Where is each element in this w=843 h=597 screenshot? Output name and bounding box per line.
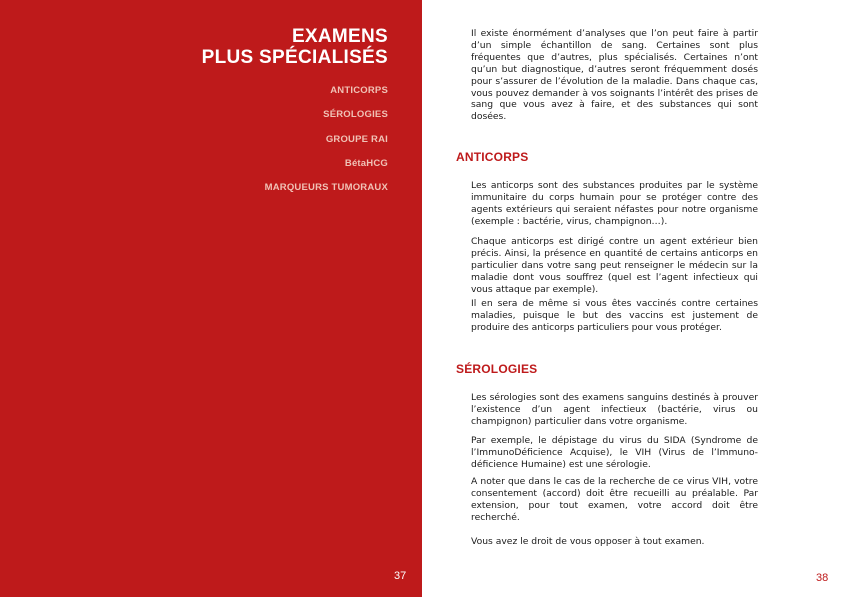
serologies-paragraph-1: Les sérologies sont des examens sanguins destinés à prouver l’existence d’un agent infectieux (bactérie, virus ou champignon) particulier dans votre organisme. [471, 392, 758, 427]
page-number-right: 38 [816, 572, 829, 584]
intro-paragraph: Il existe énormément d’analyses que l’on peut faire à partir d’un simple échantillon de sang. Certaines sont plus fréquentes que d’autres, plus spécialisés. Certaines n’ont qu’un but diagnostique, d’autres seront fréquemment dosés pour s’assurer de l’évolution de la maladie. Dans chaque cas, vous pouvez demander à vos soignants l’intérêt des prises de sang que vous avez à faire, et des substances qui sont dosées. [471, 28, 758, 123]
anticorps-paragraph-3: Il en sera de même si vous êtes vaccinés contre certaines maladies, puisque le but des vaccins est justement de produire des anticorps particuliers pour vous protéger. [471, 298, 758, 333]
toc-item-groupe-rai: GROUPE RAI [325, 133, 388, 145]
toc-item-betahcg: BétaHCG [344, 157, 388, 169]
toc-item-serologies: SÉROLOGIES [323, 109, 388, 121]
serologies-paragraph-3: A noter que dans le cas de la recherche de ce virus VIH, votre consentement (accord) doit être recueilli au préalable. Par extension, pour tout examen, votre accord doit être recherché. [471, 476, 758, 523]
title-line-1: EXAMENS [291, 26, 388, 47]
title-line-2: PLUS SPÉCIALISÉS [201, 47, 388, 68]
section-heading-serologies: SÉROLOGIES [456, 362, 538, 376]
page-number-left: 37 [394, 570, 407, 582]
toc-item-anticorps: ANTICORPS [330, 85, 388, 96]
page-title [202, 26, 388, 68]
anticorps-paragraph-1: Les anticorps sont des substances produites par le système immunitaire du corps humain pour se protéger contre des agents extérieurs qui seraient néfastes pour notre organisme (exemple : bactérie, virus, champignon…). [471, 180, 758, 227]
table-of-contents [265, 84, 388, 205]
serologies-paragraph-2: Par exemple, le dépistage du virus du SIDA (Syndrome de l’ImmunoDéficience Acquise), le VIH (Virus de l’Immunodéficience Humaine) est une sérologie. [471, 435, 758, 470]
toc-item-marqueurs-tumoraux: MARQUEURS TUMORAUX [264, 182, 388, 194]
section-heading-anticorps: ANTICORPS [456, 150, 529, 164]
anticorps-paragraph-2: Chaque anticorps est dirigé contre un agent extérieur bien précis. Ainsi, la présence en quantité de certains anticorps en particulier dans votre sang peut renseigner le médecin sur la maladie dont vous souffrez (quel est l’agent infectieux qui vous attaque par exemple). [471, 236, 758, 295]
serologies-paragraph-4: Vous avez le droit de vous opposer à tout examen. [471, 536, 705, 547]
